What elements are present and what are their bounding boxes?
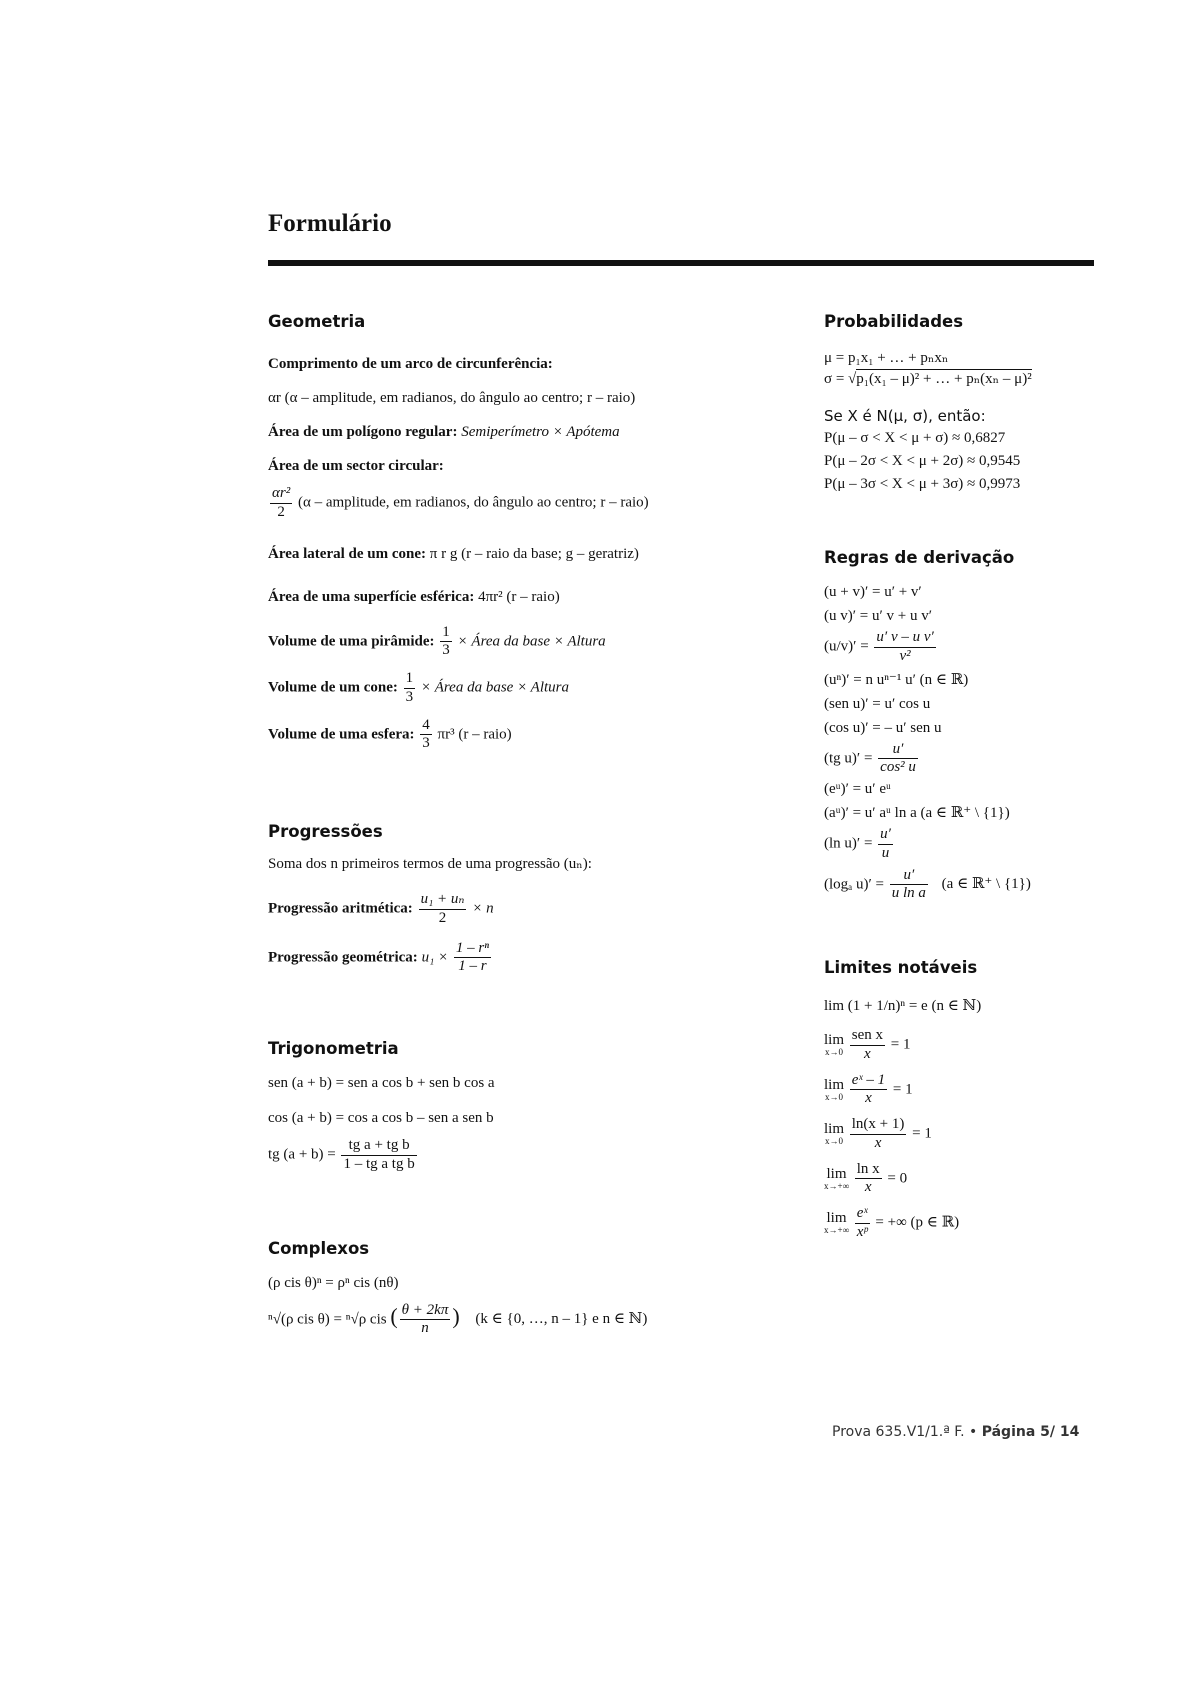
aritmetica-tail: × n bbox=[472, 900, 494, 917]
lim-2-row bbox=[824, 1028, 1124, 1063]
lim-3-tail: = 1 bbox=[892, 1081, 913, 1098]
limites-heading: Limites notáveis bbox=[824, 958, 978, 977]
poligono-formula: Semiperímetro × Apótema bbox=[461, 424, 620, 440]
esfera-vol-fraction bbox=[420, 718, 432, 753]
progressoes-intro: Soma dos n primeiros termos de uma progressão (uₙ): bbox=[268, 856, 592, 872]
page-footer bbox=[832, 1424, 1079, 1440]
lim-4-row bbox=[824, 1117, 1124, 1152]
deriv-tg-num: u′ bbox=[878, 742, 918, 760]
right-column bbox=[824, 312, 1124, 1241]
title-rule bbox=[268, 260, 1094, 266]
deriv-quociente-head: (u/v)′ = bbox=[824, 638, 869, 655]
lim-3-sub: x→0 bbox=[825, 1091, 843, 1102]
cone-vol-label: Volume de um cone: bbox=[268, 679, 398, 696]
trig-tg-head: tg (a + b) = bbox=[268, 1146, 336, 1163]
page-title: Formulário bbox=[268, 210, 392, 237]
geometrica-fraction bbox=[454, 941, 491, 976]
cone-lateral-formula: π r g (r – raio da base; g – geratriz) bbox=[429, 545, 639, 562]
left-column bbox=[268, 312, 788, 1337]
arco-row bbox=[268, 357, 788, 372]
deriv-log-num: u′ bbox=[890, 868, 928, 886]
aritmetica-row bbox=[268, 892, 788, 927]
trig-tg-fraction bbox=[341, 1138, 416, 1173]
lim-5-tail: = 0 bbox=[887, 1170, 908, 1187]
sector-formula-row bbox=[268, 486, 788, 521]
complexos-moivre: (ρ cis θ)ⁿ = ρⁿ cis (nθ) bbox=[268, 1274, 399, 1291]
piramide-row bbox=[268, 625, 788, 660]
trig-tg-row bbox=[268, 1138, 788, 1173]
cone-lateral-label: Área lateral de um cone: bbox=[268, 545, 427, 562]
sector-num: αr² bbox=[270, 486, 292, 504]
poligono-row bbox=[268, 425, 788, 440]
lim-6-tail: = +∞ (p ∈ ℝ) bbox=[875, 1214, 960, 1231]
lim-4-word: lim bbox=[824, 1121, 845, 1138]
lim-6-num: eˣ bbox=[855, 1206, 870, 1224]
lim-2-op bbox=[824, 1033, 844, 1057]
arco-formula: αr (α – amplitude, em radianos, do ângulo ao centro; r – raio) bbox=[268, 390, 636, 406]
cone-vol-formula: × Área da base × Altura bbox=[420, 679, 570, 696]
piramide-label: Volume de uma pirâmide: bbox=[268, 633, 435, 650]
deriv-log-head: (logₐ u)′ = bbox=[824, 876, 884, 893]
piramide-num: 1 bbox=[440, 625, 452, 643]
deriv-tg-den: cos² u bbox=[880, 759, 916, 776]
lim-6-den: xᵖ bbox=[856, 1223, 868, 1240]
esfera-vol-row bbox=[268, 718, 788, 753]
prob-sigma-head: σ = √ bbox=[824, 371, 857, 387]
prob-sigma-row bbox=[824, 372, 1124, 387]
lim-3-fraction bbox=[850, 1073, 887, 1108]
lim-5-den: x bbox=[864, 1179, 872, 1196]
poligono-label: Área de um polígono regular: bbox=[268, 424, 458, 440]
left-paren: ( bbox=[390, 1303, 398, 1329]
deriv-axp: (aᵘ)′ = u′ aᵘ ln a (a ∈ ℝ⁺ \ {1}) bbox=[824, 805, 1010, 821]
deriv-ln-head: (ln u)′ = bbox=[824, 835, 873, 852]
esfera-sup-formula: 4πr² (r – raio) bbox=[478, 588, 560, 605]
lim-5-num: ln x bbox=[855, 1162, 882, 1180]
lim-3-word: lim bbox=[824, 1076, 845, 1093]
trig-sen: sen (a + b) = sen a cos b + sen b cos a bbox=[268, 1075, 495, 1091]
lim-4-sub: x→0 bbox=[825, 1136, 843, 1147]
lim-3-op bbox=[824, 1078, 844, 1102]
deriv-potencia: (uⁿ)′ = n uⁿ⁻¹ u′ (n ∈ ℝ) bbox=[824, 671, 969, 688]
deriv-tg-fraction bbox=[878, 742, 918, 777]
lim-5-op bbox=[824, 1167, 849, 1191]
lim-6-op bbox=[824, 1211, 849, 1235]
lim-2-fraction bbox=[850, 1028, 885, 1063]
probabilidades-heading: Probabilidades bbox=[824, 312, 964, 331]
cone-vol-fraction bbox=[404, 671, 416, 706]
lim-2-sub: x→0 bbox=[825, 1047, 843, 1058]
deriv-quociente-fraction bbox=[874, 630, 935, 665]
deriv-ln-fraction bbox=[878, 827, 893, 862]
piramide-fraction bbox=[440, 625, 452, 660]
complexos-raiz-head: ⁿ√(ρ cis θ) = ⁿ√ρ cis bbox=[268, 1311, 387, 1328]
geometrica-den: 1 – r bbox=[458, 958, 487, 975]
deriv-cos: (cos u)′ = – u′ sen u bbox=[824, 719, 942, 736]
lim-1: lim (1 + 1/n)ⁿ = e (n ∈ ℕ) bbox=[824, 998, 982, 1014]
lim-5-sub: x→+∞ bbox=[824, 1180, 849, 1191]
prob-p2: P(μ – 2σ < X < μ + 2σ) ≈ 0,9545 bbox=[824, 453, 1021, 469]
aritmetica-fraction bbox=[419, 892, 467, 927]
deriv-exp: (eᵘ)′ = u′ eᵘ bbox=[824, 781, 891, 797]
sector-label: Área de um sector circular: bbox=[268, 458, 444, 474]
lim-3-den: x bbox=[865, 1090, 872, 1107]
complexos-raiz-tail: (k ∈ {0, …, n – 1} e n ∈ ℕ) bbox=[475, 1311, 648, 1328]
cone-lateral-row bbox=[268, 547, 788, 562]
deriv-log-row bbox=[824, 868, 1124, 903]
footer-prova: Prova 635.V1/1.ª F. • bbox=[832, 1424, 978, 1440]
lim-6-sub: x→+∞ bbox=[824, 1225, 849, 1236]
geometria-heading: Geometria bbox=[268, 312, 366, 331]
complexos-raiz-fraction bbox=[400, 1303, 451, 1338]
geometrica-label: Progressão geométrica: bbox=[268, 949, 418, 966]
deriv-log-tail: (a ∈ ℝ⁺ \ {1}) bbox=[941, 876, 1031, 893]
lim-5-fraction bbox=[855, 1162, 882, 1197]
esfera-sup-label: Área de uma superfície esférica: bbox=[268, 588, 475, 605]
geometrica-num: 1 – rⁿ bbox=[454, 941, 491, 959]
deriv-quociente-num: u′ v – u v′ bbox=[874, 630, 935, 648]
lim-4-den: x bbox=[874, 1134, 882, 1151]
deriv-quociente-row bbox=[824, 630, 1124, 665]
esfera-vol-formula: πr³ (r – raio) bbox=[437, 726, 512, 743]
deriv-ln-den: u bbox=[881, 844, 890, 861]
deriv-produto: (u v)′ = u′ v + u v′ bbox=[824, 608, 933, 624]
lim-2-tail: = 1 bbox=[890, 1036, 911, 1053]
deriv-log-fraction bbox=[890, 868, 928, 903]
right-paren: ) bbox=[452, 1303, 460, 1329]
lim-4-num: ln(x + 1) bbox=[850, 1117, 907, 1135]
geometrica-row bbox=[268, 941, 788, 976]
footer-pagina: Página 5/ 14 bbox=[981, 1424, 1080, 1440]
geometrica-head: u₁ × bbox=[421, 949, 449, 966]
trig-tg-den: 1 – tg a tg b bbox=[343, 1155, 415, 1172]
cone-vol-row bbox=[268, 671, 788, 706]
esfera-vol-den: 3 bbox=[422, 735, 430, 752]
prob-mu: μ = p₁x₁ + … + pₙxₙ bbox=[824, 350, 949, 366]
deriv-ln-num: u′ bbox=[878, 827, 893, 845]
prob-p1: P(μ – σ < X < μ + σ) ≈ 0,6827 bbox=[824, 430, 1006, 446]
deriv-sen: (sen u)′ = u′ cos u bbox=[824, 695, 931, 712]
complexos-raiz-den: n bbox=[421, 1320, 429, 1337]
lim-2-num: sen x bbox=[850, 1028, 885, 1046]
aritmetica-num: u₁ + uₙ bbox=[419, 892, 467, 910]
cone-vol-den: 3 bbox=[405, 688, 414, 705]
aritmetica-label: Progressão aritmética: bbox=[268, 900, 413, 917]
deriv-ln-row bbox=[824, 827, 1124, 862]
deriv-log-den: u ln a bbox=[891, 885, 926, 902]
piramide-den: 3 bbox=[442, 642, 450, 659]
lim-6-fraction bbox=[855, 1206, 870, 1241]
trig-cos: cos (a + b) = cos a cos b – sen a sen b bbox=[268, 1110, 494, 1126]
sector-fraction bbox=[270, 486, 292, 521]
cone-vol-num: 1 bbox=[404, 671, 416, 689]
lim-3-num: eˣ – 1 bbox=[850, 1073, 887, 1091]
derivacao-heading: Regras de derivação bbox=[824, 548, 1015, 567]
lim-4-fraction bbox=[850, 1117, 907, 1152]
sector-row bbox=[268, 459, 788, 474]
esfera-vol-num: 4 bbox=[420, 718, 432, 736]
trigonometria-heading: Trigonometria bbox=[268, 1039, 399, 1058]
lim-3-row bbox=[824, 1073, 1124, 1108]
prob-sigma-body: p₁(x₁ – μ)² + … + pₙ(xₙ – μ)² bbox=[856, 371, 1032, 387]
complexos-heading: Complexos bbox=[268, 1238, 370, 1258]
aritmetica-den: 2 bbox=[438, 909, 447, 926]
complexos-raiz-row bbox=[268, 1303, 788, 1338]
lim-6-word: lim bbox=[826, 1210, 847, 1227]
trig-tg-num: tg a + tg b bbox=[341, 1138, 416, 1156]
piramide-formula: × Área da base × Altura bbox=[457, 633, 606, 650]
lim-5-word: lim bbox=[826, 1165, 847, 1182]
sector-den: 2 bbox=[277, 503, 285, 520]
deriv-quociente-den: v² bbox=[899, 647, 911, 664]
esfera-vol-label: Volume de uma esfera: bbox=[268, 726, 415, 743]
deriv-soma: (u + v)′ = u′ + v′ bbox=[824, 584, 922, 600]
deriv-tg-head: (tg u)′ = bbox=[824, 750, 873, 767]
complexos-raiz-num: θ + 2kπ bbox=[400, 1303, 451, 1321]
lim-4-tail: = 1 bbox=[912, 1125, 932, 1142]
esfera-sup-row bbox=[268, 590, 788, 605]
lim-5-row bbox=[824, 1162, 1124, 1197]
prob-p3: P(μ – 3σ < X < μ + 3σ) ≈ 0,9973 bbox=[824, 476, 1021, 492]
sector-note: (α – amplitude, em radianos, do ângulo ao centro; r – raio) bbox=[297, 494, 649, 511]
arco-label: Comprimento de um arco de circunferência: bbox=[268, 356, 553, 372]
progressoes-heading: Progressões bbox=[268, 822, 383, 841]
lim-2-word: lim bbox=[824, 1032, 845, 1049]
lim-6-row bbox=[824, 1206, 1124, 1241]
lim-2-den: x bbox=[864, 1045, 871, 1062]
lim-4-op bbox=[824, 1122, 844, 1146]
deriv-tg-row bbox=[824, 742, 1124, 777]
prob-normal-intro: Se X é N(μ, σ), então: bbox=[824, 407, 986, 425]
